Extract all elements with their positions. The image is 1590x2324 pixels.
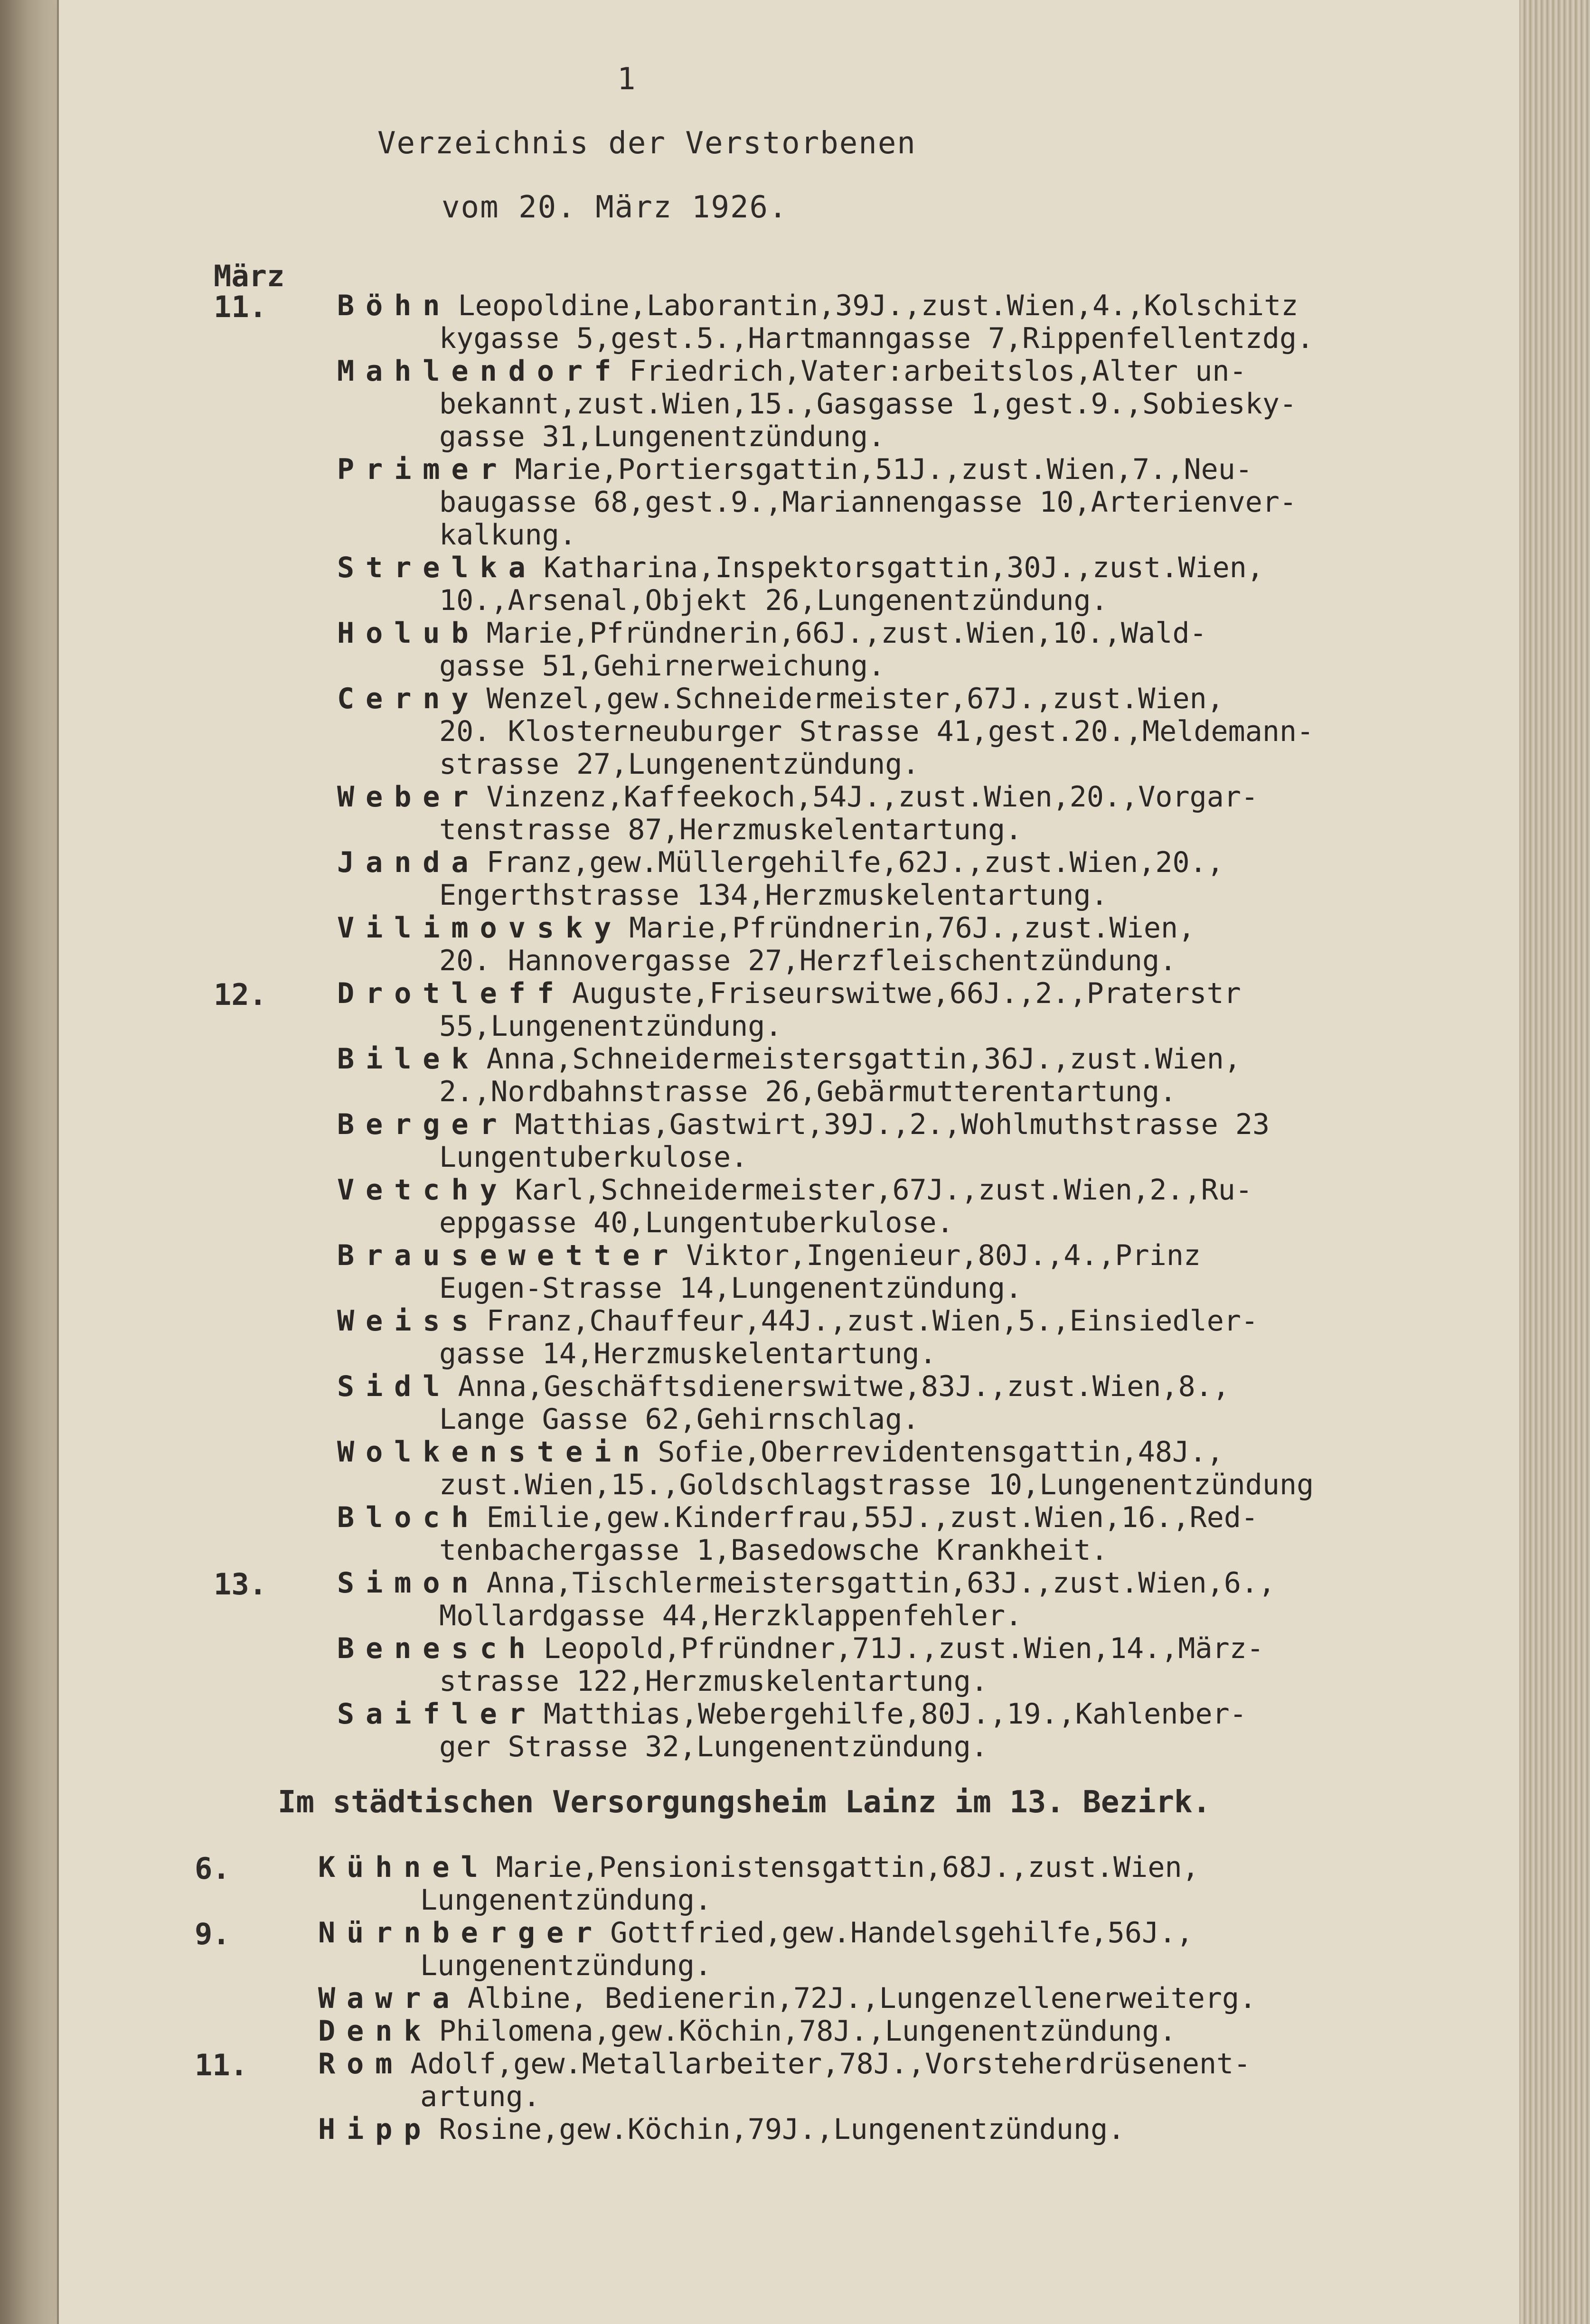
entry-surname: Berger bbox=[337, 1108, 508, 1141]
entry-line bbox=[337, 1698, 1524, 1731]
entry-text: Lungentuberkulose. bbox=[439, 1141, 748, 1174]
entry-date: 11. bbox=[195, 2048, 248, 2082]
entry-text: gasse 51,Gehirnerweichung. bbox=[439, 649, 885, 683]
death-entry bbox=[337, 1632, 1524, 1698]
entry-line bbox=[337, 1108, 1524, 1141]
entry-line bbox=[337, 1567, 1524, 1600]
entry-surname: Kühnel bbox=[318, 1851, 489, 1884]
entry-text: gasse 14,Herzmuskelentartung. bbox=[439, 1337, 937, 1370]
entry-surname: Rom bbox=[318, 2047, 404, 2080]
entry-text: Marie,Pfründnerin,76J.,zust.Wien, bbox=[629, 911, 1195, 945]
entry-line bbox=[318, 1949, 1505, 1982]
entry-surname: Cerny bbox=[337, 682, 480, 715]
entry-surname: Vetchy bbox=[337, 1173, 508, 1207]
death-entry bbox=[318, 2113, 1505, 2146]
entry-line bbox=[337, 1600, 1524, 1632]
entry-line bbox=[337, 617, 1524, 650]
entry-text: ger Strasse 32,Lungenentzündung. bbox=[439, 1730, 988, 1763]
entry-text: Anna,Geschäftsdienerswitwe,83J.,zust.Wien,8., bbox=[458, 1370, 1230, 1403]
entry-text: Adolf,gew.Metallarbeiter,78J.,Vorsteherdrüsenent- bbox=[410, 2047, 1251, 2080]
entry-text: Franz,Chauffeur,44J.,zust.Wien,5.,Einsiedler- bbox=[486, 1304, 1259, 1338]
entry-text: Lungenentzündung. bbox=[420, 1884, 712, 1917]
entry-surname: Primer bbox=[337, 453, 508, 486]
entry-surname: Strelka bbox=[337, 551, 537, 584]
entry-text: Matthias,Webergehilfe,80J.,19.,Kahlenber- bbox=[543, 1697, 1247, 1731]
entry-surname: Bloch bbox=[337, 1501, 480, 1534]
entry-line bbox=[337, 879, 1524, 912]
entry-line bbox=[337, 945, 1524, 977]
entry-line bbox=[337, 1174, 1524, 1207]
death-entry bbox=[337, 1436, 1524, 1501]
entry-text: Rosine,gew.Köchin,79J.,Lungenentzündung. bbox=[439, 2113, 1125, 2146]
entry-text: Karl,Schneidermeister,67J.,zust.Wien,2.,Ru- bbox=[515, 1173, 1253, 1207]
entry-line bbox=[337, 421, 1524, 453]
entry-text: Albine, Bedienerin,72J.,Lungenzellenerweiterg. bbox=[467, 1982, 1257, 2015]
death-entry bbox=[337, 912, 1524, 977]
entry-line bbox=[337, 486, 1524, 519]
entry-surname: Drotleff bbox=[337, 977, 565, 1010]
entry-date: 9. bbox=[195, 1917, 230, 1951]
entry-text: tenstrasse 87,Herzmuskelentartung. bbox=[439, 813, 1023, 846]
document-title: Verzeichnis der Verstorbenen bbox=[377, 126, 916, 161]
entry-line bbox=[337, 1632, 1524, 1665]
entry-text: 2.,Nordbahnstrasse 26,Gebärmutterentartung. bbox=[439, 1075, 1177, 1108]
death-entry bbox=[337, 552, 1524, 617]
death-entry bbox=[318, 1982, 1505, 2015]
entry-text: bekannt,zust.Wien,15.,Gasgasse 1,gest.9.,Sobiesky- bbox=[439, 387, 1297, 421]
entry-surname: Mahlendorf bbox=[337, 355, 623, 388]
entry-line bbox=[318, 2015, 1505, 2048]
entry-line bbox=[337, 519, 1524, 552]
entry-line bbox=[337, 650, 1524, 683]
entry-line bbox=[337, 912, 1524, 945]
entry-line bbox=[337, 1731, 1524, 1763]
entry-line bbox=[337, 1534, 1524, 1567]
death-entry bbox=[195, 2047, 1505, 2113]
entry-text: Wenzel,gew.Schneidermeister,67J.,zust.Wien, bbox=[486, 682, 1224, 715]
entry-text: kalkung. bbox=[439, 518, 576, 552]
death-entry bbox=[337, 1698, 1524, 1763]
entry-line bbox=[318, 1884, 1505, 1917]
death-entry bbox=[337, 1501, 1524, 1567]
entry-surname: Hipp bbox=[318, 2113, 433, 2146]
entry-text: Leopoldine,Laborantin,39J.,zust.Wien,4.,Kolschitz bbox=[458, 289, 1298, 322]
entry-text: Marie,Pensionistensgattin,68J.,zust.Wien, bbox=[496, 1851, 1199, 1884]
entry-line bbox=[337, 1010, 1524, 1043]
death-entry bbox=[214, 1566, 1524, 1632]
entry-surname: Böhn bbox=[337, 289, 452, 322]
entry-line bbox=[337, 1665, 1524, 1698]
entry-text: Viktor,Ingenieur,80J.,4.,Prinz bbox=[686, 1239, 1201, 1272]
entry-text: Vinzenz,Kaffeekoch,54J.,zust.Wien,20.,Vorgar- bbox=[486, 780, 1259, 814]
entry-line bbox=[337, 977, 1524, 1010]
entry-surname: Benesch bbox=[337, 1632, 537, 1665]
entry-date: 6. bbox=[195, 1851, 230, 1886]
page-number: 1 bbox=[617, 62, 636, 97]
entry-line bbox=[337, 1403, 1524, 1436]
entry-line bbox=[337, 1338, 1524, 1370]
entry-text: zust.Wien,15.,Goldschlagstrasse 10,Lungenentzündung bbox=[439, 1468, 1314, 1501]
entry-line bbox=[337, 748, 1524, 781]
entry-line bbox=[337, 1501, 1524, 1534]
entry-text: artung. bbox=[420, 2080, 540, 2113]
entry-line bbox=[318, 1982, 1505, 2015]
entry-line bbox=[337, 1207, 1524, 1239]
entry-line bbox=[337, 1436, 1524, 1469]
entry-text: strasse 122,Herzmuskelentartung. bbox=[439, 1665, 988, 1698]
entry-line bbox=[318, 2113, 1505, 2146]
death-entry bbox=[337, 1239, 1524, 1305]
death-entry bbox=[337, 846, 1524, 912]
entry-text: Matthias,Gastwirt,39J.,2.,Wohlmuthstrasse 23 bbox=[515, 1108, 1270, 1141]
entry-line bbox=[337, 1272, 1524, 1305]
death-entry bbox=[337, 453, 1524, 552]
entry-surname: Janda bbox=[337, 846, 480, 879]
entry-line bbox=[337, 1469, 1524, 1501]
entry-text: gasse 31,Lungenentzündung. bbox=[439, 420, 885, 453]
entry-line bbox=[337, 290, 1524, 322]
death-entry bbox=[337, 781, 1524, 846]
death-entry bbox=[337, 1043, 1524, 1108]
entry-line bbox=[337, 552, 1524, 584]
entry-text: Leopold,Pfründner,71J.,zust.Wien,14.,März- bbox=[543, 1632, 1264, 1665]
entry-surname: Wawra bbox=[318, 1982, 461, 2015]
month-label: März bbox=[214, 259, 285, 293]
entry-text: strasse 27,Lungenentzündung. bbox=[439, 748, 920, 781]
death-entry bbox=[337, 617, 1524, 683]
entry-line bbox=[318, 2048, 1505, 2080]
death-entry bbox=[195, 1916, 1505, 1982]
entry-line bbox=[337, 388, 1524, 421]
page-edges bbox=[1519, 0, 1590, 2324]
entry-text: Mollardgasse 44,Herzklappenfehler. bbox=[439, 1599, 1023, 1632]
entry-text: Lungenentzündung. bbox=[420, 1949, 712, 1982]
entry-text: Sofie,Oberrevidentensgattin,48J., bbox=[658, 1435, 1224, 1469]
entry-text: Emilie,gew.Kinderfrau,55J.,zust.Wien,16.,Red- bbox=[486, 1501, 1259, 1534]
entry-line bbox=[337, 1305, 1524, 1338]
death-entry bbox=[195, 1851, 1505, 1917]
death-entry bbox=[214, 977, 1524, 1043]
entry-line bbox=[337, 814, 1524, 846]
death-entry bbox=[337, 355, 1524, 453]
entry-text: 20. Klosterneuburger Strasse 41,gest.20.,Meldemann- bbox=[439, 715, 1314, 748]
entry-text: eppgasse 40,Lungentuberkulose. bbox=[439, 1206, 954, 1239]
death-entry bbox=[318, 2015, 1505, 2048]
entry-text: Auguste,Friseurswitwe,66J.,2.,Praterstr bbox=[572, 977, 1241, 1010]
death-entry bbox=[337, 683, 1524, 781]
entry-line bbox=[337, 1141, 1524, 1174]
entry-surname: Brausewetter bbox=[337, 1239, 680, 1272]
entry-surname: Vilimovsky bbox=[337, 911, 623, 945]
entry-surname: Denk bbox=[318, 2015, 433, 2048]
entry-text: Lange Gasse 62,Gehirnschlag. bbox=[439, 1403, 920, 1436]
entry-line bbox=[337, 355, 1524, 388]
entry-text: baugasse 68,gest.9.,Mariannengasse 10,Arterienver- bbox=[439, 486, 1297, 519]
entry-text: 10.,Arsenal,Objekt 26,Lungenentzündung. bbox=[439, 584, 1108, 617]
entry-line bbox=[337, 1370, 1524, 1403]
entry-surname: Bilek bbox=[337, 1042, 480, 1076]
entry-text: Engerthstrasse 134,Herzmuskelentartung. bbox=[439, 879, 1108, 912]
entry-line bbox=[337, 683, 1524, 715]
entry-text: Anna,Schneidermeistersgattin,36J.,zust.Wien, bbox=[486, 1042, 1242, 1076]
death-entry bbox=[337, 1370, 1524, 1436]
entry-text: Eugen-Strasse 14,Lungenentzündung. bbox=[439, 1272, 1023, 1305]
entry-line bbox=[337, 322, 1524, 355]
entry-line bbox=[337, 1076, 1524, 1108]
entry-surname: Nürnberger bbox=[318, 1916, 604, 1949]
death-entry bbox=[337, 1174, 1524, 1239]
entry-text: Gottfried,gew.Handelsgehilfe,56J., bbox=[610, 1916, 1194, 1949]
entry-line bbox=[337, 1043, 1524, 1076]
death-entry bbox=[337, 1108, 1524, 1174]
entry-line bbox=[337, 584, 1524, 617]
entry-text: Franz,gew.Müllergehilfe,62J.,zust.Wien,20., bbox=[486, 846, 1224, 879]
entry-line bbox=[337, 453, 1524, 486]
entry-surname: Weiss bbox=[337, 1304, 480, 1338]
entry-line bbox=[318, 1917, 1505, 1949]
entry-date: 11. bbox=[214, 290, 267, 324]
entry-line bbox=[318, 2080, 1505, 2113]
entry-line bbox=[337, 846, 1524, 879]
entry-line bbox=[337, 1239, 1524, 1272]
entry-date: 12. bbox=[214, 977, 267, 1012]
entry-text: 55,Lungenentzündung. bbox=[439, 1010, 782, 1043]
entry-line bbox=[337, 781, 1524, 814]
entry-text: tenbachergasse 1,Basedowsche Krankheit. bbox=[439, 1534, 1108, 1567]
entry-text: Philomena,gew.Köchin,78J.,Lungenentzündung. bbox=[439, 2015, 1176, 2048]
death-entry bbox=[337, 1305, 1524, 1370]
document-subtitle: vom 20. März 1926. bbox=[442, 190, 788, 225]
entry-text: Anna,Tischlermeistersgattin,63J.,zust.Wien,6., bbox=[486, 1566, 1276, 1600]
entry-surname: Wolkenstein bbox=[337, 1435, 651, 1469]
entry-surname: Saifler bbox=[337, 1697, 537, 1731]
entry-text: Marie,Portiersgattin,51J.,zust.Wien,7.,Neu- bbox=[515, 453, 1253, 486]
entry-text: kygasse 5,gest.5.,Hartmanngasse 7,Rippenfellentzdg. bbox=[439, 322, 1314, 355]
entry-surname: Weber bbox=[337, 780, 480, 814]
entry-surname: Simon bbox=[337, 1566, 480, 1600]
entry-date: 13. bbox=[214, 1567, 267, 1602]
entry-line bbox=[337, 715, 1524, 748]
entry-surname: Holub bbox=[337, 617, 480, 650]
lainz-section-heading: Im städtischen Versorgungsheim Lainz im 13. Bezirk. bbox=[278, 1785, 1211, 1820]
entry-text: Katharina,Inspektorsgattin,30J.,zust.Wien, bbox=[543, 551, 1264, 584]
entry-text: Friedrich,Vater:arbeitslos,Alter un- bbox=[629, 355, 1247, 388]
death-entry bbox=[214, 289, 1524, 355]
entry-line bbox=[318, 1851, 1505, 1884]
entry-surname: Sidl bbox=[337, 1370, 452, 1403]
entry-text: 20. Hannovergasse 27,Herzfleischentzündung. bbox=[439, 944, 1177, 977]
entry-text: Marie,Pfründnerin,66J.,zust.Wien,10.,Wald- bbox=[486, 617, 1207, 650]
